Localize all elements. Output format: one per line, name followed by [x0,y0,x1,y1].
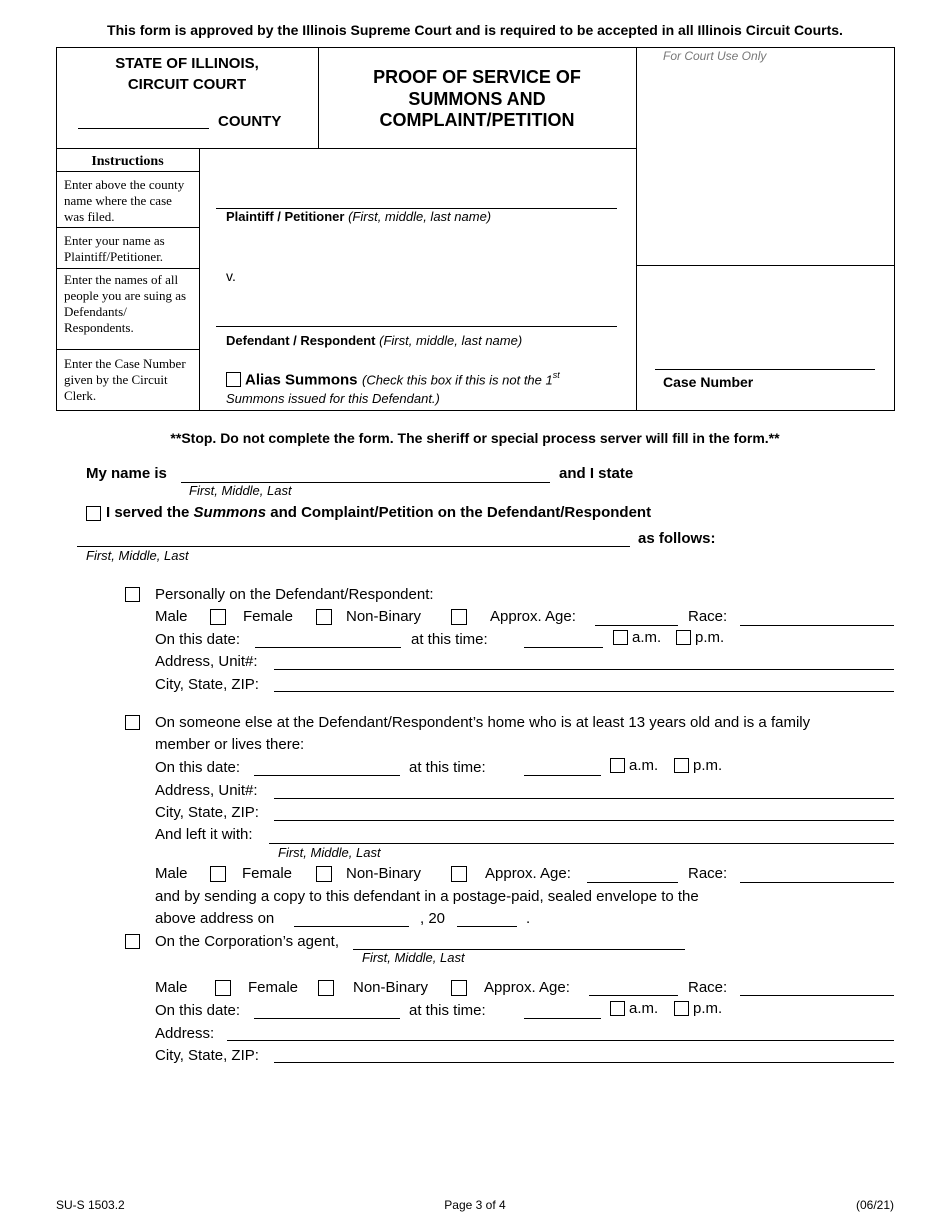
form-title-line1: PROOF OF SERVICE OF [373,67,581,87]
personal-female-checkbox[interactable] [316,609,332,625]
personal-address-label: Address, Unit#: [155,653,258,670]
personal-time-input-line[interactable] [524,647,603,648]
corporation-am-label: a.m. [629,1000,659,1017]
personal-am-checkbox[interactable] [613,630,628,645]
corporation-date-label: On this date: [155,1002,241,1019]
household-age-input-line[interactable] [587,882,678,883]
household-am-label: a.m. [629,757,659,774]
corporation-race-label: Race: [688,979,728,996]
personal-age-label: Approx. Age: [490,608,576,625]
corporation-nonbinary-checkbox[interactable] [451,980,467,996]
corporation-address-input-line[interactable] [227,1040,894,1041]
personal-male-label: Male [155,608,188,625]
instruction-plaintiff: Enter your name as Plaintiff/Petitioner. [64,233,165,264]
personal-pm-checkbox[interactable] [676,630,691,645]
state-label: STATE OF ILLINOIS, [115,55,259,72]
household-service-checkbox[interactable] [125,715,140,730]
and-i-state-label: and I state [559,465,634,482]
approval-notice: This form is approved by the Illinois Supreme Court and is required to be accepted in all Illinois Circuit Courts. [107,22,843,38]
household-male-checkbox[interactable] [210,866,226,882]
personal-nonbinary-checkbox[interactable] [451,609,467,625]
mail-copy-text: and by sending a copy to this defendant in a postage-paid, sealed envelope to the [155,888,699,905]
corporation-female-label: Female [248,979,299,996]
case-number-label: Case Number [663,374,754,390]
my-name-is-label: My name is [86,465,167,482]
corporation-date-input-line[interactable] [254,1018,400,1019]
corporation-time-label: at this time: [409,1002,486,1019]
mail-period: . [526,910,531,927]
versus-label: v. [226,268,236,284]
mail-date-label: above address on [155,910,275,927]
circuit-court-label: CIRCUIT COURT [127,76,247,93]
personal-male-checkbox[interactable] [210,609,226,625]
personal-am-label: a.m. [632,629,662,646]
corporation-agent-hint: First, Middle, Last [362,950,465,965]
personal-race-label: Race: [688,608,728,625]
household-pm-label: p.m. [693,757,723,774]
instruction-defendants: Enter the names of all people you are suing as Defendants/ Respondents. [64,272,187,335]
personal-time-label: at this time: [411,631,488,648]
instruction-county: Enter above the county name where the case was filed. [64,177,185,224]
corporation-pm-label: p.m. [693,1000,723,1017]
household-city-label: City, State, ZIP: [155,804,259,821]
personal-service-checkbox[interactable] [125,587,140,602]
personal-service-label: Personally on the Defendant/Respondent: [155,586,434,603]
corporation-address-label: Address: [155,1025,215,1042]
corporation-male-label: Male [155,979,188,996]
household-time-input-line[interactable] [524,775,601,776]
defendant-served-input-line[interactable] [77,546,630,547]
page-number: Page 3 of 4 [444,1198,506,1212]
mail-year-input-line[interactable] [457,926,517,927]
personal-race-input-line[interactable] [740,625,894,626]
personal-city-label: City, State, ZIP: [155,676,259,693]
county-input-line[interactable] [78,128,209,129]
instructions-heading: Instructions [91,154,164,169]
case-number-input-line[interactable] [655,369,875,370]
personal-nonbinary-label: Non-Binary [346,608,422,625]
defendant-served-hint: First, Middle, Last [86,548,189,563]
household-am-checkbox[interactable] [610,758,625,773]
personal-female-label: Female [243,608,294,625]
household-date-input-line[interactable] [254,775,400,776]
corporation-male-checkbox[interactable] [215,980,231,996]
household-time-label: at this time: [409,759,486,776]
server-name-hint: First, Middle, Last [189,483,292,498]
household-age-label: Approx. Age: [485,865,571,882]
corporation-race-input-line[interactable] [740,995,894,996]
corporation-agent-label: On the Corporation’s agent, [155,933,340,950]
defendant-input-line[interactable] [216,326,617,327]
mail-year-prefix: , 20 [420,910,446,927]
corporation-am-checkbox[interactable] [610,1001,625,1016]
left-with-label: And left it with: [155,826,253,843]
corporation-time-input-line[interactable] [524,1018,601,1019]
personal-age-input-line[interactable] [595,625,678,626]
personal-address-input-line[interactable] [274,669,894,670]
corporation-city-input-line[interactable] [274,1062,894,1063]
form-code: SU-S 1503.2 [56,1198,125,1212]
served-statement: I served the Summons and Complaint/Petition on the Defendant/Respondent [106,504,652,521]
household-male-label: Male [155,865,188,882]
alias-summons-hint: Summons issued for this Defendant.) [226,391,440,406]
form-revision: (06/21) [855,1198,894,1212]
served-checkbox[interactable] [86,506,101,521]
form-title-line3: COMPLAINT/PETITION [379,110,575,130]
alias-summons-checkbox[interactable] [226,372,241,387]
court-use-label: For Court Use Only [663,49,767,63]
household-service-label-line2: member or lives there: [155,736,305,753]
corporation-service-checkbox[interactable] [125,934,140,949]
household-race-label: Race: [688,865,728,882]
personal-date-input-line[interactable] [255,647,401,648]
household-female-label: Female [242,865,293,882]
household-service-label-line1: On someone else at the Defendant/Respondent’s home who is at least 13 years old and is a family [155,714,811,731]
corporation-age-label: Approx. Age: [484,979,570,996]
household-nonbinary-checkbox[interactable] [451,866,467,882]
corporation-female-checkbox[interactable] [318,980,334,996]
corporation-age-input-line[interactable] [589,995,678,996]
household-pm-checkbox[interactable] [674,758,689,773]
defendant-label: Defendant / Respondent (First, middle, last name) [226,333,523,348]
corporation-city-label: City, State, ZIP: [155,1047,259,1064]
plaintiff-label: Plaintiff / Petitioner (First, middle, last name) [226,209,492,224]
form-title-line2: SUMMONS AND [408,89,546,109]
left-with-input-line[interactable] [269,843,894,844]
as-follows-label: as follows: [638,530,716,547]
county-label: COUNTY [218,113,282,130]
corporation-pm-checkbox[interactable] [674,1001,689,1016]
household-city-input-line[interactable] [274,820,894,821]
mail-date-input-line[interactable] [294,926,409,927]
household-address-label: Address, Unit#: [155,782,258,799]
instruction-case-number: Enter the Case Number given by the Circuit Clerk. [64,356,186,403]
household-female-checkbox[interactable] [316,866,332,882]
household-address-input-line[interactable] [274,798,894,799]
household-race-input-line[interactable] [740,882,894,883]
left-with-name-hint: First, Middle, Last [278,845,381,860]
household-date-label: On this date: [155,759,241,776]
alias-summons-label: Alias Summons (Check this box if this is not the 1st [245,370,560,389]
personal-pm-label: p.m. [695,629,725,646]
corporation-nonbinary-label: Non-Binary [353,979,429,996]
personal-date-label: On this date: [155,631,241,648]
household-nonbinary-label: Non-Binary [346,865,422,882]
stop-notice: **Stop. Do not complete the form. The sheriff or special process server will fill in the form.** [170,430,780,446]
personal-city-input-line[interactable] [274,691,894,692]
